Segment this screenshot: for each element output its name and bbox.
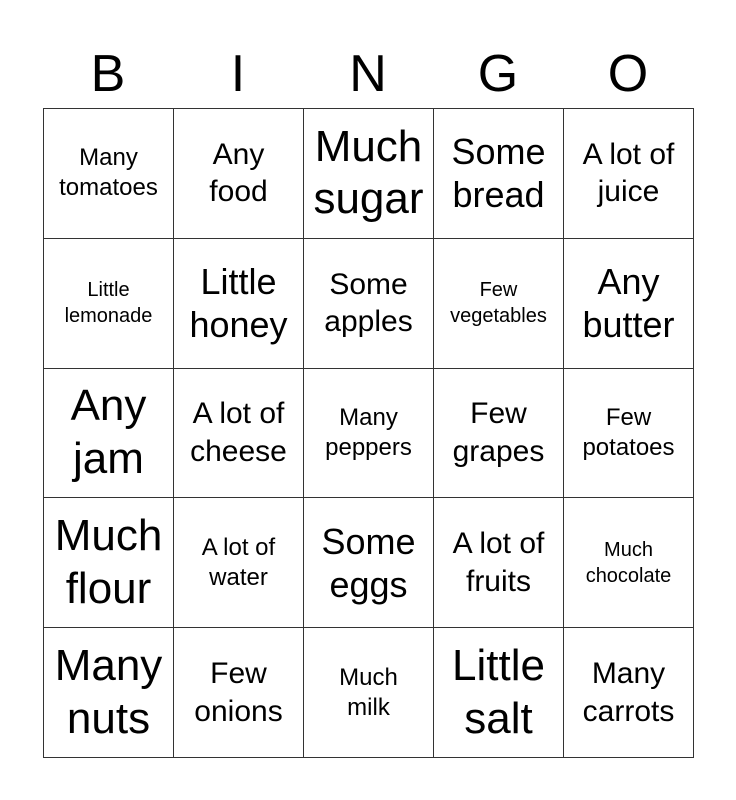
cell-text: A lot of cheese [190,397,287,468]
cell-text: Few grapes [452,397,545,468]
cell-text: Some apples [324,267,413,339]
bingo-cell[interactable] [304,498,434,628]
bingo-cell[interactable] [174,109,304,239]
bingo-cell[interactable] [304,369,434,499]
cell-text: Little honey [189,261,288,346]
bingo-cell[interactable] [564,239,694,369]
bingo-cell[interactable] [174,239,304,369]
header-letter-b: B [90,45,126,103]
bingo-cell[interactable] [44,369,174,499]
cell-text: Few onions [194,657,283,728]
header-letter-o: O [607,45,649,103]
cell-text: Much flour [54,510,163,613]
bingo-cell[interactable] [434,109,564,239]
cell-text: Any butter [582,261,675,346]
cell-text: Many peppers [325,403,412,461]
bingo-cell[interactable] [564,628,694,758]
cell-text: Much milk [339,663,398,721]
cell-text: Many tomatoes [59,144,158,202]
cell-text: Few potatoes [582,403,675,461]
header-letter-i: I [230,45,246,103]
cell-text: A lot of juice [582,137,675,209]
header-letter-n: N [349,45,387,103]
cell-text: Some eggs [321,520,416,605]
bingo-cell[interactable] [564,498,694,628]
bingo-cell[interactable] [174,628,304,758]
cell-text: Few vegetables [450,279,547,328]
bingo-cell[interactable] [434,498,564,628]
bingo-cell[interactable] [44,239,174,369]
bingo-cell[interactable] [304,628,434,758]
bingo-cell[interactable] [434,369,564,499]
bingo-cell[interactable] [44,109,174,239]
bingo-cell[interactable] [434,628,564,758]
cell-text: Some bread [451,131,546,216]
cell-text: Much sugar [313,121,424,224]
cell-text: Any food [209,137,268,209]
cell-text: A lot of fruits [452,527,545,598]
bingo-cell[interactable] [174,369,304,499]
bingo-cell[interactable] [44,498,174,628]
bingo-cell[interactable] [564,369,694,499]
bingo-card [43,108,694,758]
cell-text: A lot of water [201,533,276,591]
bingo-header [43,40,693,108]
cell-text: Little salt [452,640,545,743]
cell-text: Any jam [70,381,147,483]
bingo-cell[interactable] [44,628,174,758]
bingo-cell[interactable] [304,109,434,239]
cell-text: Little lemonade [64,279,153,328]
bingo-cell[interactable] [434,239,564,369]
cell-text: Many carrots [582,657,675,728]
bingo-cell[interactable] [564,109,694,239]
bingo-cell[interactable] [304,239,434,369]
bingo-cell[interactable] [174,498,304,628]
cell-text: Much chocolate [585,538,672,587]
header-letter-g: G [477,45,519,103]
cell-text: Many nuts [54,640,163,743]
